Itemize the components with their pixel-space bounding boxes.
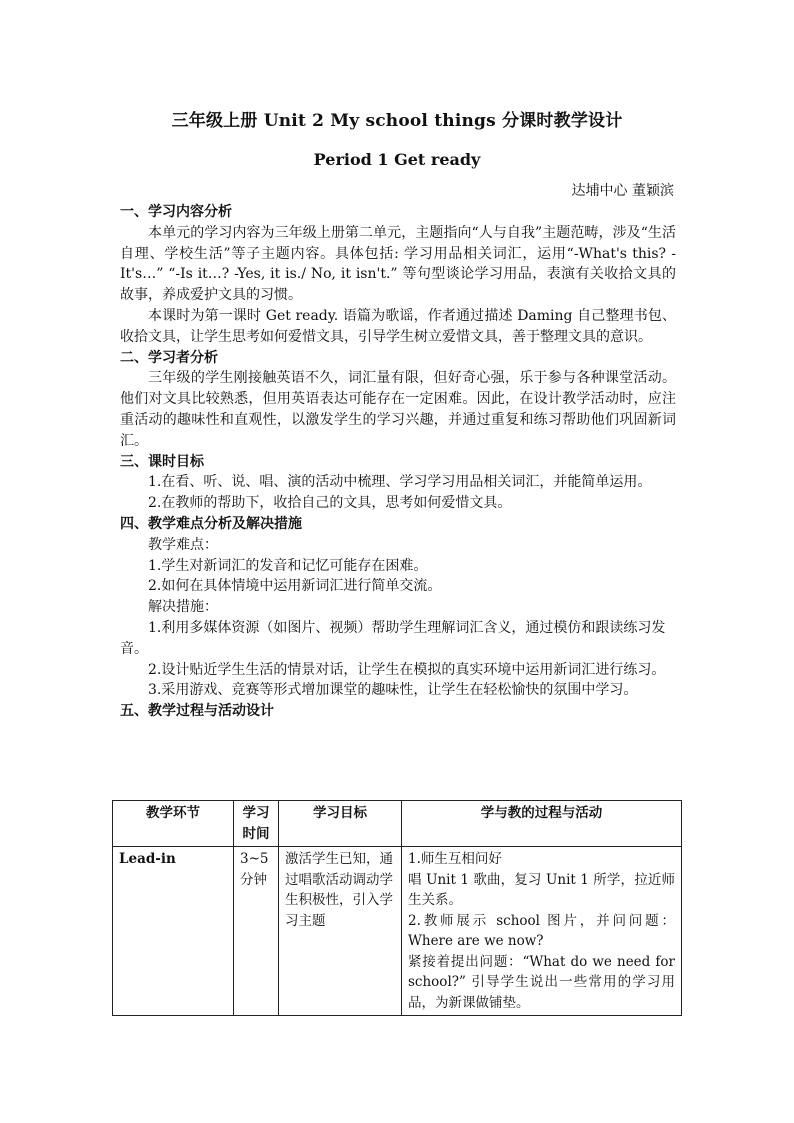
difficulty-item: 1.学生对新词汇的发音和记忆可能存在困难。 [148,557,428,574]
measure-item: 2.设计贴近学生生活的情景对话，让学生在模拟的真实环境中运用新词汇进行练习。 [148,661,666,678]
table-header-row [113,801,682,847]
header-activity: 学与教的过程与活动 [402,801,682,847]
document-title: 三年级上册 Unit 2 My school things 分课时教学设计 [171,111,623,131]
header-time: 学习时间 [234,801,279,847]
section-heading-content-analysis: 一、学习内容分析 [120,204,232,220]
measure-item: 3.采用游戏、竞赛等形式增加课堂的趣味性，让学生在轻松愉快的氛围中学习。 [148,682,638,699]
goal-item: 1.在看、听、说、唱、演的活动中梳理、学习学习用品相关词汇，并能简单运用。 [148,474,652,491]
document-subtitle: Period 1 Get ready [313,150,481,169]
measures-label: 解决措施： [148,599,218,616]
activity-line: 紧接着提出问题：“What do we need for school?” 引导学生说出一些常用的学习用品，为新课做铺垫。 [408,953,675,1011]
section-heading-lesson-goals: 三、课时目标 [120,453,204,470]
author-line: 达埔中心 董颖滨 [571,183,674,199]
cell-time: 3~5分钟 [234,847,279,1016]
cell-goal: 激活学生已知，通过唱歌活动调动学生积极性，引入学习主题 [279,847,402,1016]
header-goal: 学习目标 [279,801,402,847]
cell-activity [402,847,682,1016]
activity-line: 1.师生互相问好 [408,851,502,867]
section-heading-learner-analysis: 二、学习者分析 [120,349,218,366]
difficulty-item: 2.如何在具体情境中运用新词汇进行简单交流。 [148,578,442,595]
cell-stage: Lead-in [113,847,234,1016]
section-heading-difficulties: 四、教学难点分析及解决措施 [120,515,302,532]
measure-item: 1.利用多媒体资源（如图片、视频）帮助学生理解词汇含义，通过模仿和跟读练习发音。 [120,619,666,657]
section-heading-process: 五、教学过程与活动设计 [120,703,274,720]
paragraph: 三年级的学生刚接触英语不久，词汇量有限，但好奇心强，乐于参与各种课堂活动。他们对文具比较熟悉，但用英语表达可能存在一定困难。因此，在设计教学活动时，应注重活动的趣味性和直观性，以激发学生的学习兴趣，并通过重复和练习帮助他们巩固新词汇。 [120,370,676,449]
paragraph: 本课时为第一课时 Get ready. 语篇为歌谣，作者通过描述 Daming 自己整理书包、收拾文具，让学生思考如何爱惜文具，引导学生树立爱惜文具，善于整理文具的意识。 [120,307,676,345]
paragraph: 本单元的学习内容为三年级上册第二单元，主题指向“人与自我”主题范畴，涉及“生活自理、学校生活”等子主题内容。具体包括: 学习用品相关词汇，运用“-What's this? -It's…” “-Is it…? -Yes, it is./ No, it isn't.” 等句型谈论学习用品，表演有关收拾文具的故事，养成爱护文具的习惯。 [120,224,676,304]
activity-line: 唱 Unit 1 歌曲，复习 Unit 1 所学，拉近师生关系。 [408,871,675,908]
header-stage: 教学环节 [113,801,234,847]
lesson-plan-table [112,800,682,1016]
activity-line: 2.教师展示 school 图片，并问问题：Where are we now? [408,912,675,949]
difficulty-label: 教学难点： [148,536,218,553]
table-row [113,847,682,1016]
document-body [120,202,676,722]
goal-item: 2.在教师的帮助下，收拾自己的文具，思考如何爱惜文具。 [148,495,512,512]
